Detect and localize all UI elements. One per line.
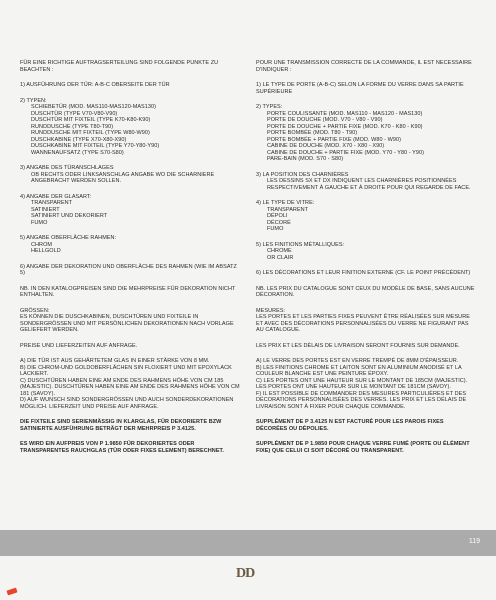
text-line: A) LE VERRE DES PORTES EST EN VERRE TREMPÉ DE 8MM D'ÉPAISSEUR.: [256, 358, 459, 364]
text-line: FUMO: [267, 226, 284, 232]
text-line: RUNDDUSCHE (TYPE T80-T90): [31, 123, 114, 130]
text-line: 1) AUSFÜHRUNG DER TÜR: A-B-C OBERSEITE DER TÜR: [20, 82, 170, 88]
text-line: 6) LES DÉCORATIONS ET LEUR FINITION EXTERNE (CF. LE POINT PRÉCÉDENT): [256, 270, 471, 276]
text-line: 3) ANGABE DES TÜRANSCHLAGES: [20, 165, 114, 171]
text-line: PORTE DE DOUCHE (MOD. V70 - V80 - V90): [267, 117, 383, 123]
text-block: [256, 242, 476, 262]
text-line: B) DIE CHROM-UND GOLDOBERFLÄCHEN SIN FLOXIERT UND MIT EPOXYLACK LACKIERT.: [20, 364, 232, 377]
text-line: C) DUSCHTÜREN HABEN EINE AM ENDE DES RAHMENS HÖHE VON CM 185 (MAJESTIC). DUSCHTÜREN HABEN EINE AM ENDE DES RAHMENS HÖHE VON CM 181 (SAVOY).: [20, 377, 240, 397]
text-line: 4) LE TYPE DE VITRE:: [256, 200, 315, 206]
page-number: 119: [468, 538, 480, 545]
text-block: [256, 172, 476, 192]
text-block: [20, 98, 240, 157]
text-line: WANNENAUFSATZ (TYPE S70-S80): [31, 149, 124, 156]
text-block: [20, 82, 240, 89]
text-block: [20, 194, 240, 227]
text-block: [256, 441, 476, 454]
text-line: DIE FIXTEILE SIND SERIENMÄSSIG IN KLARGLAS, FÜR DEKORIERTE BZW SATINIERTE AUSFÜHRUNG BETRÄGT DER MEHRPREIS P 3.4125.: [20, 419, 222, 432]
text-line: B) LES FINITIONS CHROME ET LAITON SONT EN ALUMINIUM ANODISÉ ET LA COULEUR BLANCHE EST UNE PEINTURE ÉPOXY.: [256, 364, 462, 377]
text-line: HELLGOLD: [31, 248, 61, 254]
text-block: [20, 358, 240, 410]
text-line: TRANSPARENT: [267, 206, 309, 213]
text-block: [20, 343, 240, 350]
text-line: PARE-BAIN (MOD. S70 - S80): [267, 156, 344, 162]
text-line: POUR UNE TRANSMISSION CORRECTE DE LA COMMANDE, IL EST NECESSAIRE D'INDIQUER :: [256, 60, 472, 73]
text-block: [20, 419, 240, 432]
text-line: OR CLAIR: [267, 254, 294, 261]
brand-logo: DD: [236, 566, 255, 581]
footer-bar: [0, 530, 496, 556]
text-line: FÜR EINE RICHTIGE AUFTRAGSERTEILUNG SIND FOLGENDE PUNKTE ZU BEACHTEN :: [20, 60, 219, 73]
text-line: 5) ANGABE OBERFLÄCHE RAHMEN:: [20, 235, 117, 241]
text-block: [256, 308, 476, 334]
text-line: 3) LA POSITION DES CHARNIÈRES: [256, 171, 349, 178]
text-line: NB. LES PRIX DU CATALOGUE SONT CEUX DU MODÈLE DE BASE, SANS AUCUNE DÉCORATION.: [256, 285, 475, 298]
corner-tag-icon: [6, 588, 17, 596]
text-block: [256, 60, 476, 73]
text-line: TRANSPARENT: [31, 200, 73, 206]
text-line: DÉCORÉ: [267, 219, 291, 226]
text-line: 1) LE TYPE DE PORTE (A-B-C) SELON LA FORME DU VERRE DANS SA PARTIE SUPÉRIEURE: [256, 82, 464, 95]
text-line: PORTE BOMBÉE + PARTIE FIXE (MOD. W80 - W90): [267, 136, 402, 143]
text-line: SATINIERT UND DEKORIERT: [31, 213, 108, 219]
text-block: [20, 60, 240, 73]
text-line: RUNDDUSCHE MIT FIXTEIL (TYPE W80-W90): [31, 130, 150, 136]
text-line: DÉPOLI: [267, 213, 288, 219]
text-line: C) LES PORTES ONT UNE HAUTEUR SUR LE MONTANT DE 185CM (MAJESTIC). LES PORTES ONT UNE HAUTEUR SUR LE MONTANT DE 181CM (SAVOY).: [256, 377, 468, 390]
text-block: [20, 235, 240, 255]
text-line: SUPPLÉMENT DE P 1.9850 POUR CHAQUE VERRE FUMÉ (PORTE OU ÉLÉMENT FIXE) QUE CELUI CI SOIT DÉCORÉ OU TRANSPARENT.: [256, 441, 470, 454]
text-line: PORTE BOMBÉE (MOD. T80 - T90): [267, 130, 358, 136]
text-block: [20, 441, 240, 454]
text-block: [20, 308, 240, 334]
text-line: NB. IN DEN KATALOGPREISEN SIND DIE MEHRPREISE FÜR DEKORATION NICHT ENTHALTEN.: [20, 285, 236, 298]
french-column: [256, 60, 476, 463]
text-line: DUSCHKABINE (TYPE X70-X80-X90): [31, 136, 127, 143]
text-block: [256, 419, 476, 432]
text-line: PREISE UND LIEFERZEITEN AUF ANFRAGE.: [20, 342, 138, 349]
text-line: DUSCHTÜR MIT FIXTEIL (TYPE K70-K80-K90): [31, 117, 151, 123]
text-line: FUMO: [31, 219, 48, 226]
text-line: DUSCHKABINE MIT FIXTEIL (TYPE Y70-Y80-Y90): [31, 143, 160, 149]
text-line: PORTE COULISSANTE (MOD. MAS110 - MAS120 - MAS130): [267, 110, 423, 117]
text-line: D) AUF WUNSCH SIND SONDERGRÖSSEN UND AUCH SONDERDEKORATIONEN MÖGLICH. LIEFERZEIT UND PREISE AUF ANFRAGE.: [20, 397, 234, 410]
text-block: [256, 343, 476, 350]
text-block: [20, 165, 240, 185]
text-line: 5) LES FINITIONS MÉTALLIQUES:: [256, 241, 345, 248]
text-line: SATINIERT: [31, 206, 60, 213]
text-line: PORTE DE DOUCHE + PARTIE FIXE (MOD. K70 - K80 - K90): [267, 123, 423, 130]
text-line: F) IL EST POSSIBLE DE COMMANDER DES MESURES PARTICULIÈRES ET DES DÉCORATIONS PERSONNALISÉES DES VERRES. LES PRIX ET LES DÉLAIS DE LIVRAISON SONT À FIXER POUR CHAQUE COMMANDE.: [256, 390, 467, 410]
text-block: [20, 286, 240, 299]
text-line: CABINE DE DOUCHE + PARTIE FIXE (MOD. Y70 - Y80 - Y90): [267, 149, 424, 156]
text-block: [256, 82, 476, 95]
text-block: [256, 270, 476, 277]
text-line: DUSCHTÜR (TYPE V70-V80-V90): [31, 110, 118, 117]
text-line: ES KÖNNEN DIE DUSCHKABINEN, DUSCHTÜREN UND FIXTEILE IN SONDERGRÖSSEN UND MIT PERSÖNLICHEN DEKORATIONEN NACH VORLAGE GELIEFERT WERDEN.: [20, 314, 234, 333]
text-line: LES DESSINS SX ET DX INDIQUENT LES CHARNIÈRES POSITIONNÉES RESPECTIVEMENT À GAUCHE ET À DROITE POUR QUI REGARDE DE FACE.: [267, 178, 471, 191]
text-block: [256, 200, 476, 233]
text-line: CHROME: [267, 248, 292, 254]
text-block: [256, 358, 476, 410]
text-line: CABINE DE DOUCHE (MOD. X70 - X80 - X90): [267, 143, 385, 149]
text-line: 6) ANGABE DER DEKORATION UND OBERFLÄCHE DES RAHMEN (WIE IM ABSATZ 5): [20, 263, 237, 276]
text-block: [20, 264, 240, 277]
text-line: SCHIEBETÜR (MOD. MAS110-MAS120-MAS130): [31, 104, 156, 110]
text-block: [256, 286, 476, 299]
text-line: LES PORTES ET LES PARTIES FIXES PEUVENT ÊTRE RÉALISÉES SUR MESURE ET AVEC DES DÉCORATIONS PERSONNALISÉES DU VERRE NE FIGURANT PAS AU CATALOGUE.: [256, 314, 470, 333]
text-line: 2) TYPEN:: [20, 97, 47, 104]
text-line: 2) TYPES:: [256, 104, 283, 110]
text-line: MESURES:: [256, 307, 286, 314]
text-line: SUPPLÉMENT DE P 3.4125 N EST FACTURÉ POUR LES PAROIS FIXES DÉCORÉES OU DÉPOLIES.: [256, 419, 444, 432]
text-line: 4) ANGABE DER GLASART:: [20, 193, 92, 200]
text-line: LES PRIX ET LES DÉLAIS DE LIVRAISON SERONT FOURNIS SUR DEMANDE.: [256, 342, 460, 349]
german-column: [20, 60, 240, 463]
text-line: ES WIRD EIN AUFPREIS VON P 1.9850 FÜR DEKORIERTES ODER TRANSPARENTES RAUCHGLAS (TÜR ODER FIXES ELEMENT) BERECHNET.: [20, 441, 224, 454]
text-line: CHROM: [31, 241, 53, 248]
text-block: [256, 104, 476, 163]
text-line: A) DIE TÜR IST AUS GEHÄRTETEM GLAS IN EINER STÄRKE VON 8 MM.: [20, 358, 210, 364]
text-line: OB RECHTS ODER LINKSANSCHLAG ANGABE WO DIE SCHARNIERE ANGEBRACHT WERDEN SOLLEN.: [31, 171, 215, 184]
text-line: GRÖSSEN:: [20, 307, 50, 314]
